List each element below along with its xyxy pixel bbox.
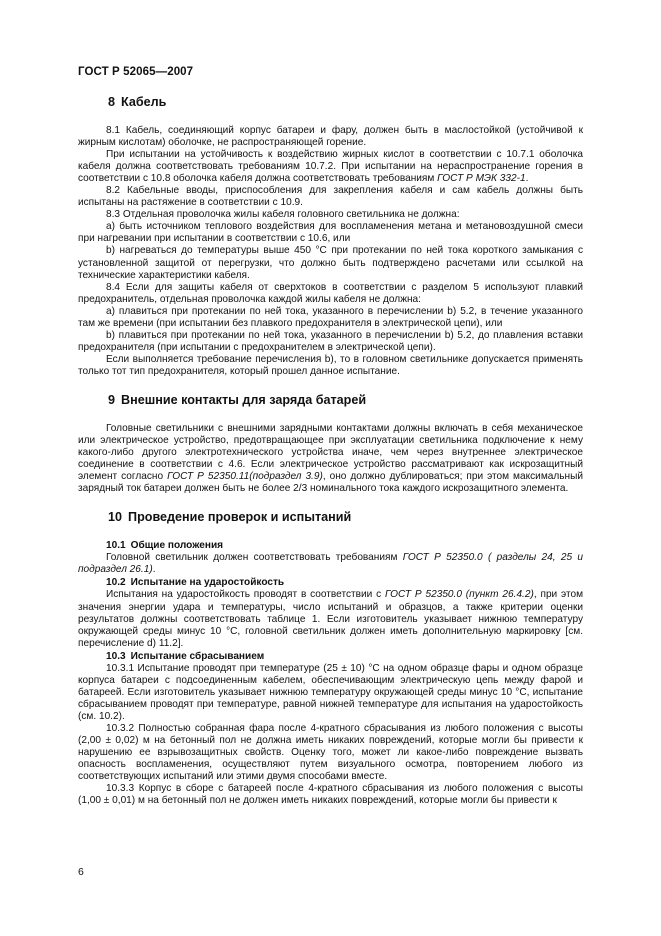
section-title: Внешние контакты для заряда батарей xyxy=(121,392,367,407)
paragraph-8-3: 8.3 Отдельная проволочка жилы кабеля головного светильника не должна: xyxy=(106,209,460,221)
list-item-8-4-b: b) плавиться при протекании по ней тока, указанного в перечислении b) 5.2, до плавления вставки предохранителя (при испытании с предохранителем в электрической цепи). xyxy=(78,329,583,353)
section-number: 10 xyxy=(108,510,123,525)
paragraph-10-3-3: 10.3.3 Корпус в сборе с батареей после 4-кратного сбрасывания из любого положения с высоты (1,00 ± 0,01) м на бетонный пол не должен иметь никаких повреждений, которые могли бы привести к xyxy=(78,783,583,807)
subsection-10-3-heading: 10.3 Испытание сбрасыванием xyxy=(106,650,265,662)
section-8-heading xyxy=(108,94,583,110)
section-9-heading xyxy=(108,392,583,408)
list-item-8-3-a: a) быть источником теплового воздействия для воспламенения метана и метановоздушной смеси при нагревании при испытании в соответствии с 10.6, или xyxy=(78,221,583,245)
page-number: 6 xyxy=(78,866,84,878)
paragraph-8-1-cont: При испытании на устойчивость к воздействию жирных кислот в соответствии с 10.7.1 оболочка кабеля должна соответствовать требованиям 10.7.2. При испытании на нераспространение горения в соответствии с 10.8 оболочка кабеля должна соответствовать требованиям ГОСТ Р МЭК 332-1. xyxy=(78,149,583,185)
section-title: Проведение проверок и испытаний xyxy=(128,510,352,525)
subsection-10-1-heading: 10.1 Общие положения xyxy=(106,540,224,552)
gost-reference: ГОСТ Р 52350.0 ( разделы 24, 25 и подраздел 26.1) xyxy=(78,552,583,576)
subsection-10-2-heading: 10.2 Испытание на ударостойкость xyxy=(106,577,285,589)
gost-reference: ГОСТ Р 52350.11(подраздел 3.9) xyxy=(167,471,323,483)
section-10-heading xyxy=(108,509,583,525)
paragraph-8-1: 8.1 Кабель, соединяющий корпус батареи и фару, должен быть в маслостойкой (устойчивой к жирным кислотам) оболочке, не распространяющей горение. xyxy=(78,125,583,149)
paragraph-8-2: 8.2 Кабельные вводы, приспособления для закрепления кабеля и сам кабель должны быть испытаны на растяжение в соответствии с 10.9. xyxy=(78,185,583,209)
paragraph-9: Головные светильники с внешними зарядными контактами должны включать в себя механическое или электрическое устройство, предотвращающее при эксплуатации светильника подключение к нему какого-либо другого электротехнического устройства иначе, чем через внутреннее электрическое соединение в соответствии с 4.6. Если электрическое устройство рассматривают как искрозащитный элемент согласно ГОСТ Р 52350.11(подраздел 3.9), оно должно дублироваться; при этом максимальный зарядный ток батареи должен быть не более 2/3 номинального тока каждого искрозащитного элемента. xyxy=(78,422,583,495)
paragraph-10-3-1: 10.3.1 Испытание проводят при температуре (25 ± 10) °C на одном образце фары и одном образце корпуса батареи с подсоединенным кабелем, обеспечивающим электрическую цепь между фарой и батареей. Если изготовитель указывает нижнюю температуру окружающей среды минус 10 °C, испытание сбрасыванием проводят при температуре, равной нижней температуре для испытания на ударостойкость (см. 10.2). xyxy=(78,662,583,722)
gost-reference: ГОСТ Р 52350.0 (пункт 26.4.2) xyxy=(384,589,534,601)
gost-reference: ГОСТ Р МЭК 332-1 xyxy=(437,173,526,185)
section-number: 8 xyxy=(108,95,116,109)
paragraph-10-1: Головной светильник должен соответствовать требованиям ГОСТ Р 52350.0 ( разделы 24, 25 и подраздел 26.1). xyxy=(78,552,583,576)
paragraph-8-4-note: Если выполняется требование перечисления b), то в головном светильнике допускается применять только тот тип предохранителя, который прошел данное испытание. xyxy=(78,353,583,377)
paragraph-10-2: Испытания на ударостойкость проводят в соответствии с ГОСТ Р 52350.0 (пункт 26.4.2), при этом значения энергии удара и температуры, число испытаний и образцов, а также критерии оценки результатов должны соответствовать таблице 1. Если изготовитель указывает нижнюю температуру окружающей среды минус 10 °C, головной светильник должен иметь дополнительную маркировку [см. перечисление d) 11.2]. xyxy=(78,589,584,649)
section-number: 9 xyxy=(108,392,116,407)
list-item-8-4-a: a) плавиться при протекании по ней тока, указанного в перечислении b) 5.2, в течение указанного там же времени (при испытании без плавкого предохранителя в электрической цепи), или xyxy=(78,305,583,329)
list-item-8-3-b: b) нагреваться до температуры выше 450 °C при протекании по ней тока короткого замыкания с установленной защитой от перегрузки, что должно быть подтверждено расчетами или ссылкой на технические характеристики кабеля. xyxy=(78,245,583,281)
document-header: ГОСТ Р 52065—2007 xyxy=(78,66,194,78)
document-body xyxy=(78,94,583,807)
paragraph-10-3-2: 10.3.2 Полностью собранная фара после 4-кратного сбрасывания из любого положения с высоты (2,00 ± 0,02) м на бетонный пол не должна иметь никаких повреждений, которые могли бы привести к нарушению ее взрывозащитных свойств. Оценку того, может ли какое-либо повреждение вызвать опасность воспламенения, осуществляют путем визуального осмотра, повторением любого из соответствующих испытаний или этими двумя способами вместе. xyxy=(78,722,583,783)
section-title: Кабель xyxy=(121,95,167,109)
paragraph-8-4: 8.4 Если для защиты кабеля от сверхтоков в соответствии с разделом 5 используют плавкий предохранитель, отдельная проволочка каждой жилы кабеля не должна: xyxy=(78,281,583,305)
